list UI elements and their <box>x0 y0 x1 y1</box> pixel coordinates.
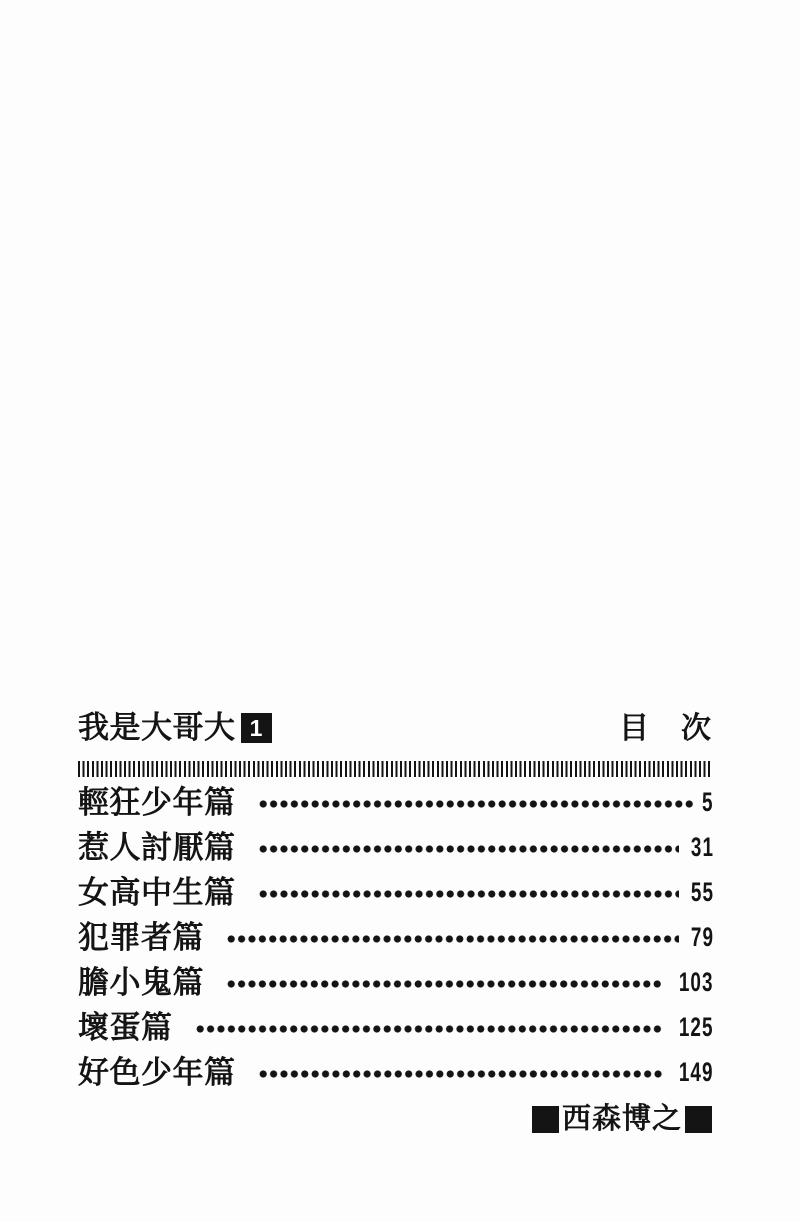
chapter-title: 輕狂少年篇 <box>78 785 236 820</box>
author-credit <box>78 1105 712 1134</box>
toc-entry <box>78 825 712 870</box>
chapter-page-number: 31 <box>690 832 714 862</box>
book-title-text: 我是大哥大 <box>78 710 236 745</box>
dot-leader <box>226 980 662 988</box>
chapter-title: 惹人討厭篇 <box>78 830 236 865</box>
toc-content-block <box>78 706 712 1134</box>
dot-leader <box>258 890 679 898</box>
author-name: 西森博之 <box>561 1103 682 1135</box>
toc-entry <box>78 1005 712 1050</box>
dot-leader <box>258 1070 663 1078</box>
dot-leader <box>258 800 696 808</box>
dot-leader <box>195 1025 663 1033</box>
black-square-icon <box>532 1106 559 1133</box>
toc-entry <box>78 870 712 915</box>
toc-list <box>78 780 712 1095</box>
chapter-title: 壞蛋篇 <box>78 1010 173 1045</box>
book-title <box>78 706 272 743</box>
chapter-page-number: 125 <box>679 1012 714 1042</box>
chapter-title: 膽小鬼篇 <box>78 965 204 1000</box>
toc-header <box>78 706 712 750</box>
chapter-page-number: 5 <box>702 787 714 817</box>
chapter-page-number: 55 <box>690 877 714 907</box>
toc-entry <box>78 960 712 1005</box>
chapter-title: 犯罪者篇 <box>78 920 204 955</box>
chapter-title: 女高中生篇 <box>78 875 236 910</box>
chapter-page-number: 79 <box>690 922 714 952</box>
toc-heading: 目 次 <box>619 712 712 745</box>
volume-badge <box>241 713 272 743</box>
chapter-page-number: 149 <box>679 1057 714 1087</box>
volume-number: 1 <box>249 714 263 741</box>
toc-entry <box>78 1050 712 1095</box>
chapter-title: 好色少年篇 <box>78 1055 236 1090</box>
black-square-icon <box>685 1106 712 1133</box>
dot-leader <box>258 845 679 853</box>
vertical-bars-divider <box>78 761 712 777</box>
toc-entry <box>78 780 712 825</box>
chapter-page-number: 103 <box>679 967 714 997</box>
toc-entry <box>78 915 712 960</box>
dot-leader <box>226 935 679 943</box>
